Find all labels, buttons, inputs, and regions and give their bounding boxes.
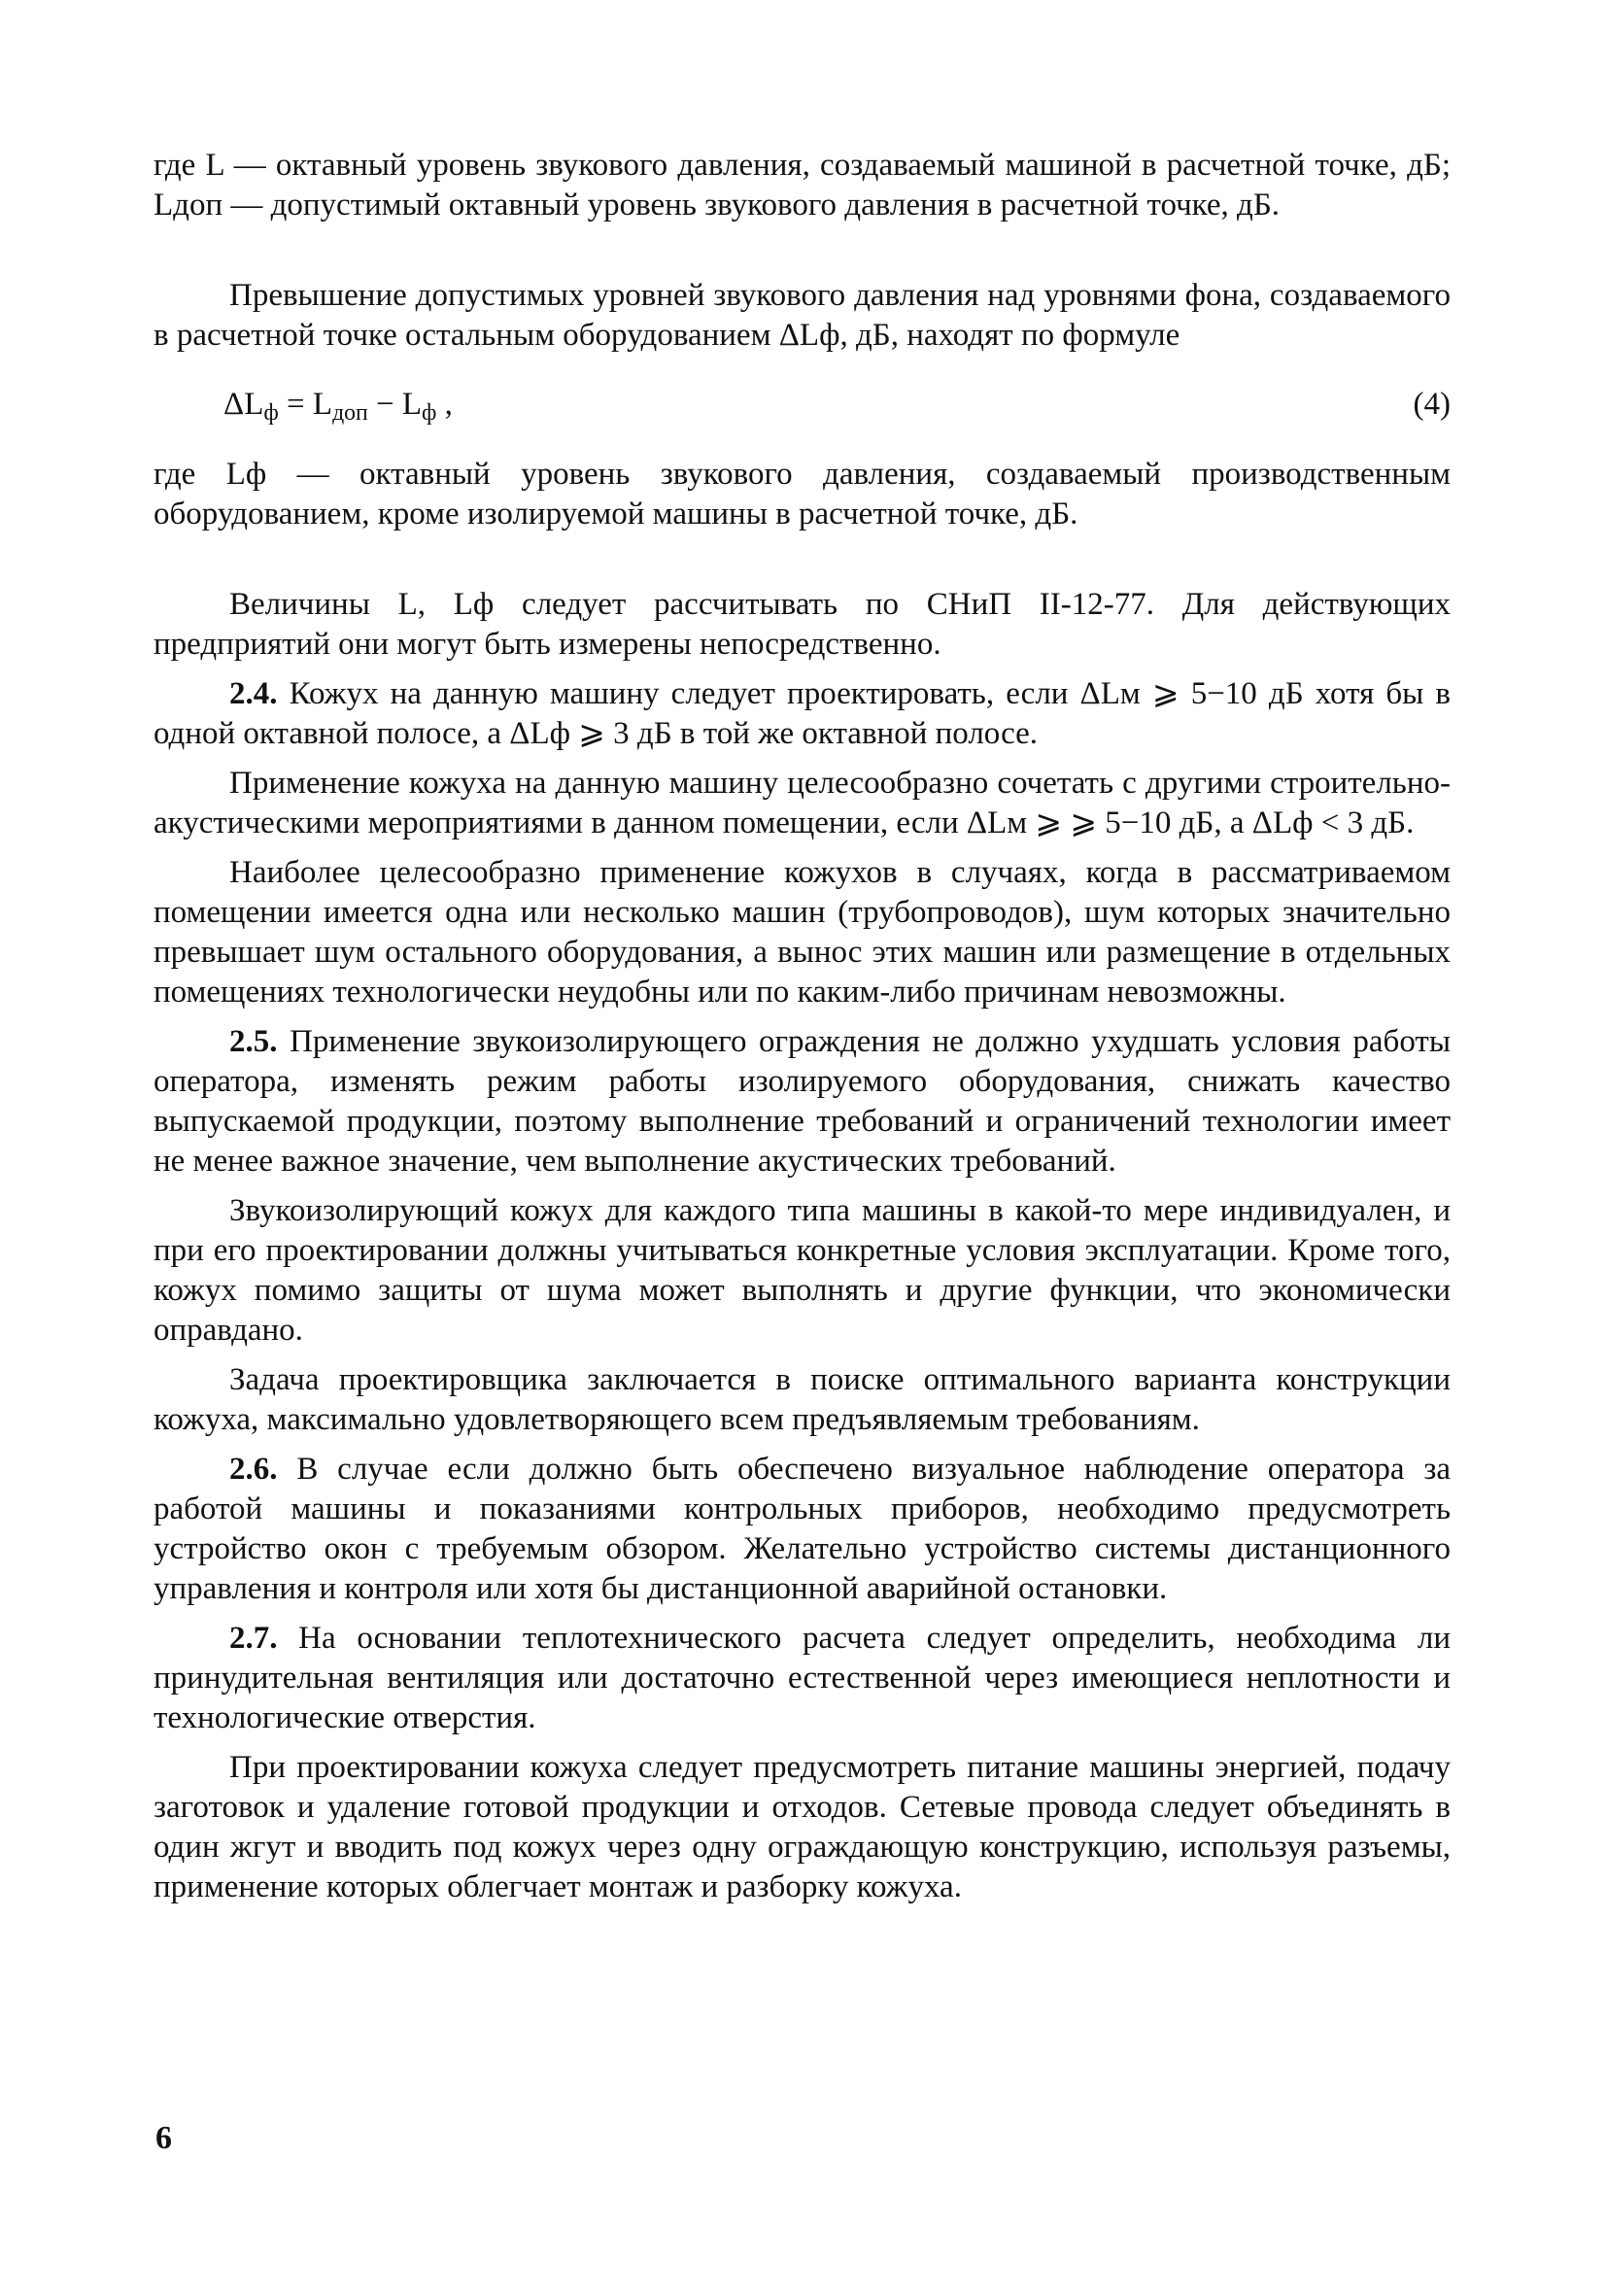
paragraph-p9 — [154, 1191, 1451, 1351]
paragraph-p12 — [154, 1619, 1451, 1738]
paragraph-text: При проектировании кожуха следует предусмотреть питание машины энергией, подачу заготовок и удаление готовой продукции и отходов. Сетевые провода следует объединять в один жгут и вводить под кожух через одну ограждающую конструкцию, используя разъемы, применение которых облегчает монтаж и разборку кожуха. — [154, 1750, 1451, 1904]
paragraph-p2 — [154, 276, 1451, 356]
paragraph-text: где Lф — октавный уровень звукового давления, создаваемый производственным оборудованием, кроме изолируемой машины в расчетной точке, дБ. — [154, 457, 1451, 531]
paragraph-p10 — [154, 1360, 1451, 1440]
paragraph-text: Применение кожуха на данную машину целесообразно сочетать с другими строительно-акустическими мероприятиями в данном помещении, если ΔLм ⩾ ⩾ 5−10 дБ, а ΔLф < 3 дБ. — [154, 766, 1451, 840]
formula-trail: , — [436, 387, 453, 422]
formula-number: (4) — [1413, 387, 1451, 422]
formula-lhs: ΔL — [223, 387, 264, 422]
formula-term1-sub: доп — [332, 399, 368, 426]
paragraph-text: В случае если должно быть обеспечено визуальное наблюдение оператора за работой машины и показаниями контрольных приборов, необходимо предусмотреть устройство окон с требуемым обзором. Желательно устройство системы дистанционного управления и контроля или хотя бы дистанционной аварийной остановки. — [154, 1452, 1452, 1606]
paragraph-text: Звукоизолирующий кожух для каждого типа машины в какой-то мере индивидуален, и при его проектировании должны учитываться конкретные условия эксплуатации. Кроме того, кожух помимо защиты от шума может выполнять и другие функции, что экономически оправдано. — [154, 1193, 1451, 1348]
formula-eq: = L — [278, 387, 333, 422]
paragraph-p8 — [154, 1022, 1451, 1182]
section-number: 2.6. — [229, 1452, 278, 1487]
formula-term2-sub: ф — [422, 399, 437, 426]
paragraph-text: Применение звукоизолирующего ограждения не должно ухудшать условия работы оператора, изменять режим работы изолируемого оборудования, снижать качество выпускаемой продукции, поэтому выполнение требований и ограничений технологии имеет не менее важное значение, чем выполнение акустических требований. — [154, 1024, 1451, 1179]
section-number: 2.5. — [229, 1024, 278, 1059]
paragraph-text: Кожух на данную машину следует проектировать, если ΔLм ⩾ 5−10 дБ хотя бы в одной октавной полосе, а ΔLф ⩾ 3 дБ в той же октавной полосе. — [154, 676, 1452, 751]
formula-4 — [154, 385, 1451, 428]
paragraph-p3 — [154, 455, 1451, 534]
paragraph-p1 — [154, 146, 1451, 225]
section-number: 2.4. — [229, 676, 278, 711]
paragraph-text: Наиболее целесообразно применение кожухов в случаях, когда в рассматриваемом помещении имеется одна или несколько машин (трубопроводов), шум которых значительно превышает шум остального оборудования, а вынос этих машин или размещение в отдельных помещениях технологически неудобны или по каким-либо причинам невозможны. — [154, 855, 1451, 1010]
paragraph-p5 — [154, 674, 1451, 754]
paragraph-text: На основании теплотехнического расчета следует определить, необходима ли принудительная вентиляция или достаточно естественной через имеющиеся неплотности и технологические отверстия. — [154, 1621, 1451, 1735]
paragraph-text: Величины L, Lф следует рассчитывать по СНиП II-12-77. Для действующих предприятий они могут быть измерены непосредственно. — [154, 587, 1451, 662]
section-number: 2.7. — [229, 1621, 278, 1656]
paragraph-p7 — [154, 853, 1451, 1012]
paragraph-text: Превышение допустимых уровней звукового давления над уровнями фона, создаваемого в расчетной точке остальным оборудованием ΔLф, дБ, находят по формуле — [154, 278, 1451, 353]
paragraph-p11 — [154, 1450, 1451, 1609]
paragraph-text: где L — октавный уровень звукового давления, создаваемый машиной в расчетной точке, дБ; Lдоп — допустимый октавный уровень звукового давления в расчетной точке, дБ. — [154, 148, 1451, 223]
paragraph-p13 — [154, 1748, 1451, 1907]
formula-lhs-sub: ф — [263, 399, 279, 426]
paragraph-text: Задача проектировщика заключается в поиске оптимального варианта конструкции кожуха, максимально удовлетворяющего всем предъявляемым требованиям. — [154, 1362, 1451, 1437]
paragraph-p6 — [154, 764, 1451, 843]
formula-minus: − L — [367, 387, 423, 422]
paragraph-p4 — [154, 585, 1451, 665]
page-number: 6 — [155, 2120, 172, 2156]
document-page — [154, 146, 1451, 1907]
